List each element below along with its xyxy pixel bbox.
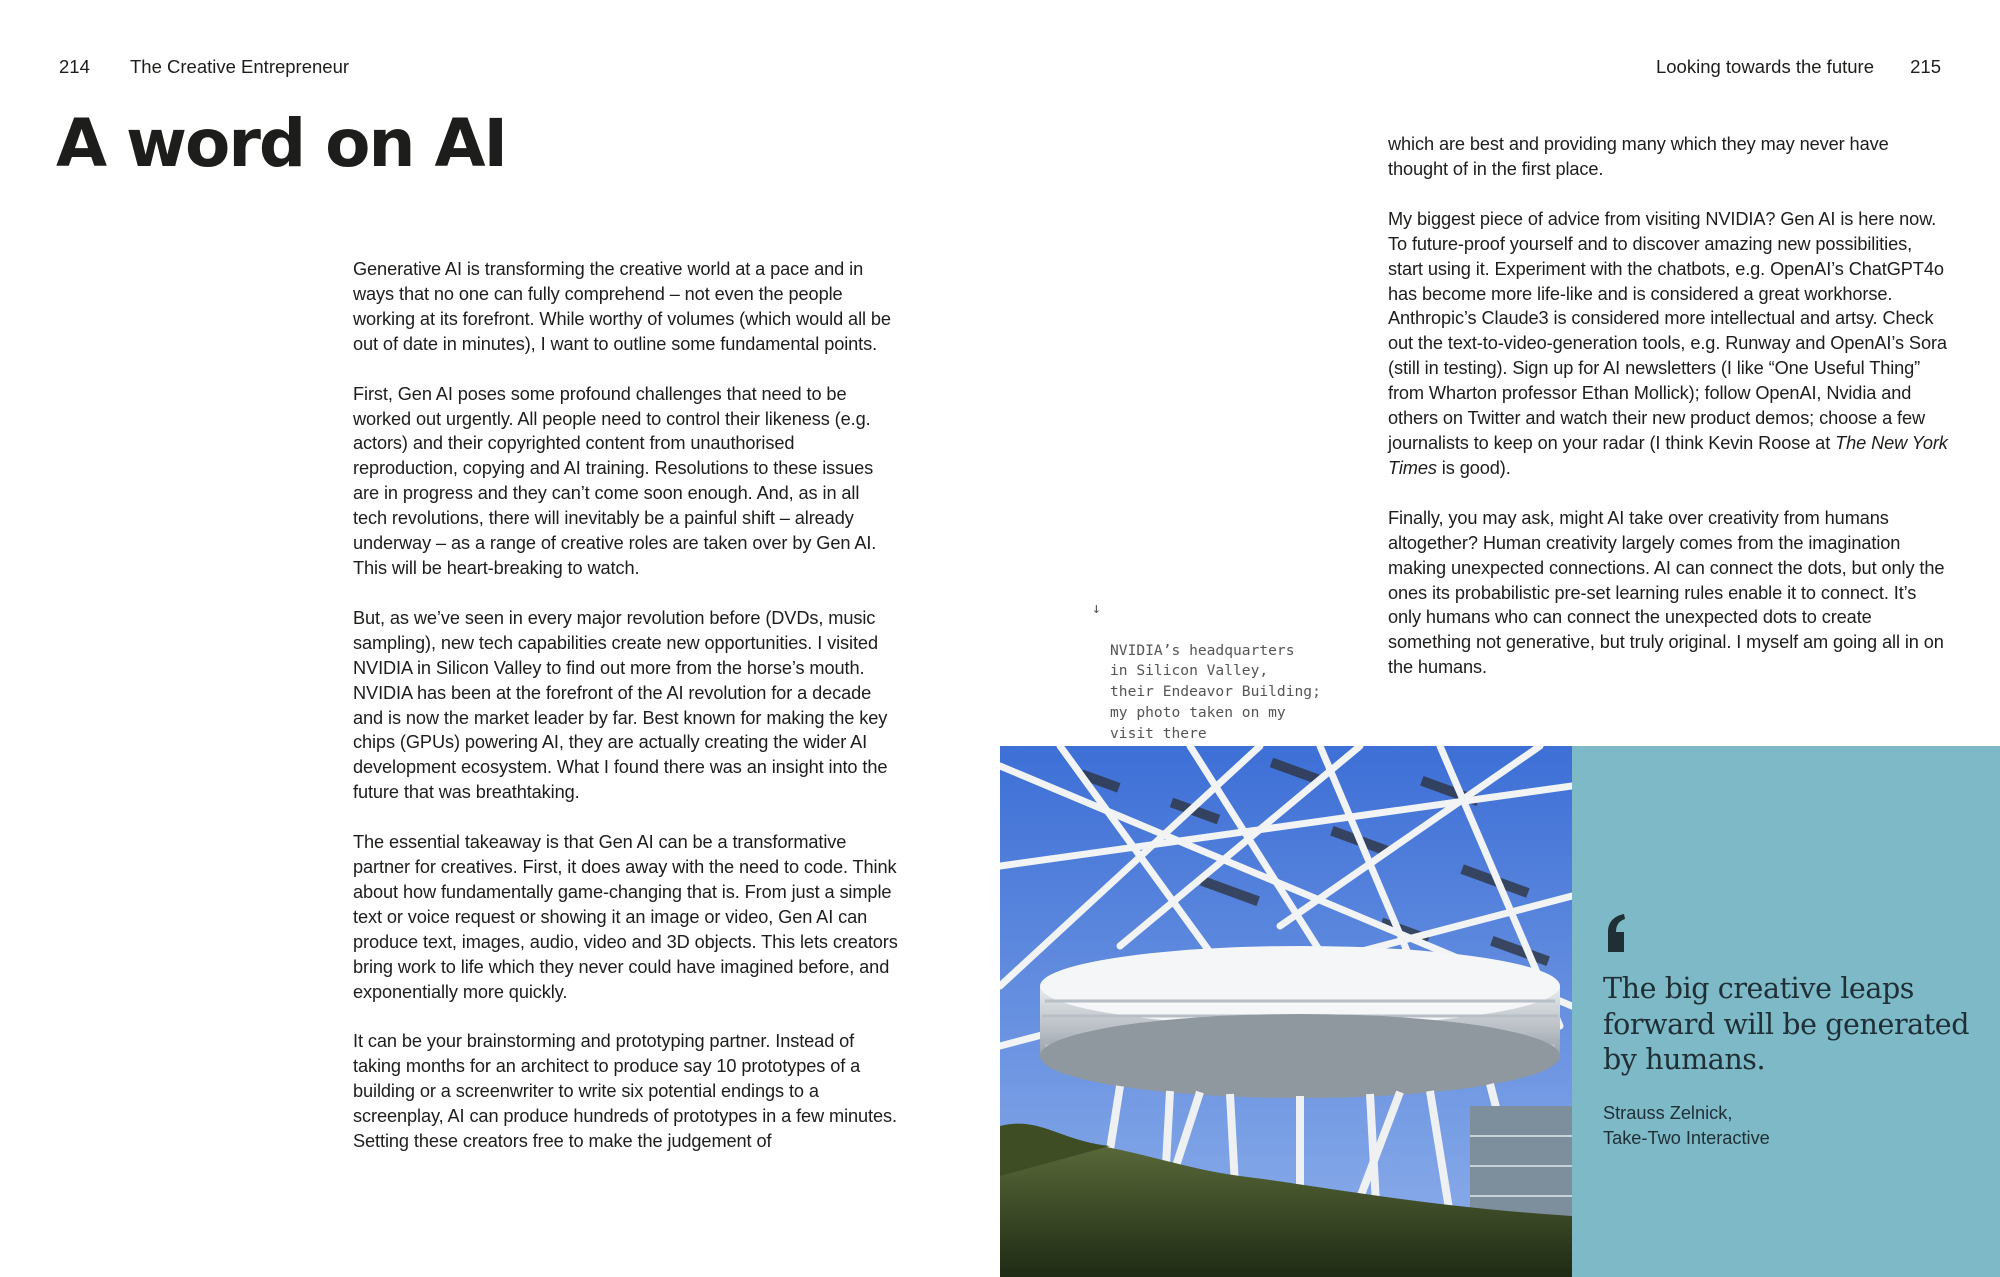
quote-author: Strauss Zelnick, xyxy=(1603,1103,1733,1123)
chapter-heading: A word on AI xyxy=(56,105,507,182)
paragraph-brainstorming: It can be your brainstorming and prototyping partner. Instead of taking months for an architect to produce say 10 prototypes of a building or a screenwriter to write six potential endings to a screenplay, AI can produce hundreds of prototypes in a few minutes. Setting these creators free to make the judgement of xyxy=(353,1031,897,1152)
paragraph-takeaway: The essential takeaway is that Gen AI can be a transformative partner for creatives. First, it does away with the need to code. Think about how fundamentally game-changing that is. From just a simple text or voice request or showing it an image or video, Gen AI can produce text, images, audio, video and 3D objects. This lets creators bring work to life which they never could have imagined before, and exponentially more quickly. xyxy=(353,832,898,1002)
photo-caption xyxy=(1092,599,1347,765)
right-page-number: 215 xyxy=(1910,56,1941,77)
photo-illustration xyxy=(1000,746,1572,1277)
left-text-column xyxy=(353,257,898,1179)
paragraph-challenges: First, Gen AI poses some profound challenges that need to be worked out urgently. All people need to control their likeness (e.g. actors) and their copyrighted content from unauthorised reproduction, copying and AI training. Resolutions to these issues are in progress and they can’t come soon enough. And, as in all tech revolutions, there will inevitably be a painful shift – already underway – as a range of creative roles are taken over by Gen AI. This will be heart-breaking to watch. xyxy=(353,383,877,578)
right-running-title: Looking towards the future xyxy=(1655,56,1874,77)
paragraph-advice xyxy=(1388,207,1948,481)
pull-quote-text: The big creative leaps forward will be generated by humans. xyxy=(1603,972,1970,1076)
paragraph-intro: Generative AI is transforming the creative world at a pace and in ways that no one can fully comprehend – not even the people working at its forefront. While worthy of volumes (which would all be out of date in minutes), I want to outline some fundamental points. xyxy=(353,259,891,354)
quote-attribution xyxy=(1603,1101,1963,1151)
quote-mark-icon xyxy=(1605,914,1627,952)
right-text-column xyxy=(1388,132,1948,705)
advice-text: My biggest piece of advice from visiting NVIDIA? Gen AI is here now. To future-proof yourself and to discover amazing new possibilities, start using it. Experiment with the chatbots, e.g. OpenAI’s ChatGPT4o has become more life-like and is considered a great workhorse. Anthropic’s Claude3 is considered more intellectual and artsy. Check out the text-to-video-generation tools, e.g. Runway and OpenAI’s Sora (still in testing). Sign up for AI newsletters (I like “One Useful Thing” from Wharton professor Ethan Mollick); follow OpenAI, Nvidia and others on Twitter and watch their new product demos; choose a few journalists to keep on your radar (I think Kevin Roose at xyxy=(1388,208,1947,453)
nvidia-building-photo xyxy=(1000,746,1572,1277)
quote-affiliation: Take-Two Interactive xyxy=(1603,1128,1770,1148)
publication-name: The New York Times xyxy=(1388,432,1948,478)
paragraph-conclusion: Finally, you may ask, might AI take over creativity from humans altogether? Human creativity largely comes from the imagination making unexpected connections. AI can connect the dots, but only the ones its probabilistic pre-set learning rules enable it to connect. It’s only humans who can connect the unexpected dots to create something not generative, but truly original. I myself am going all in on the humans. xyxy=(1388,507,1945,678)
caption-text: NVIDIA’s headquarters in Silicon Valley, their Endeavor Building; my photo taken on my visit there xyxy=(1110,641,1321,742)
advice-text-end: is good). xyxy=(1436,457,1511,478)
left-running-title: The Creative Entrepreneur xyxy=(130,56,350,77)
paragraph-opportunities: But, as we’ve seen in every major revolution before (DVDs, music sampling), new tech capabilities create new opportunities. I visited NVIDIA in Silicon Valley to find out more from the horse’s mouth. NVIDIA has been at the forefront of the AI revolution for a decade and is now the market leader by far. Best known for making the key chips (GPUs) powering AI, they are actually creating the wider AI development ecosystem. What I found there was an insight into the future that was breathtaking. xyxy=(353,607,888,803)
down-arrow-icon: ↓ xyxy=(1092,600,1101,617)
pull-quote-panel xyxy=(1572,746,2000,1277)
paragraph-continued: which are best and providing many which they may never have thought of in the first place. xyxy=(1388,134,1889,179)
left-page-number: 214 xyxy=(59,56,90,77)
